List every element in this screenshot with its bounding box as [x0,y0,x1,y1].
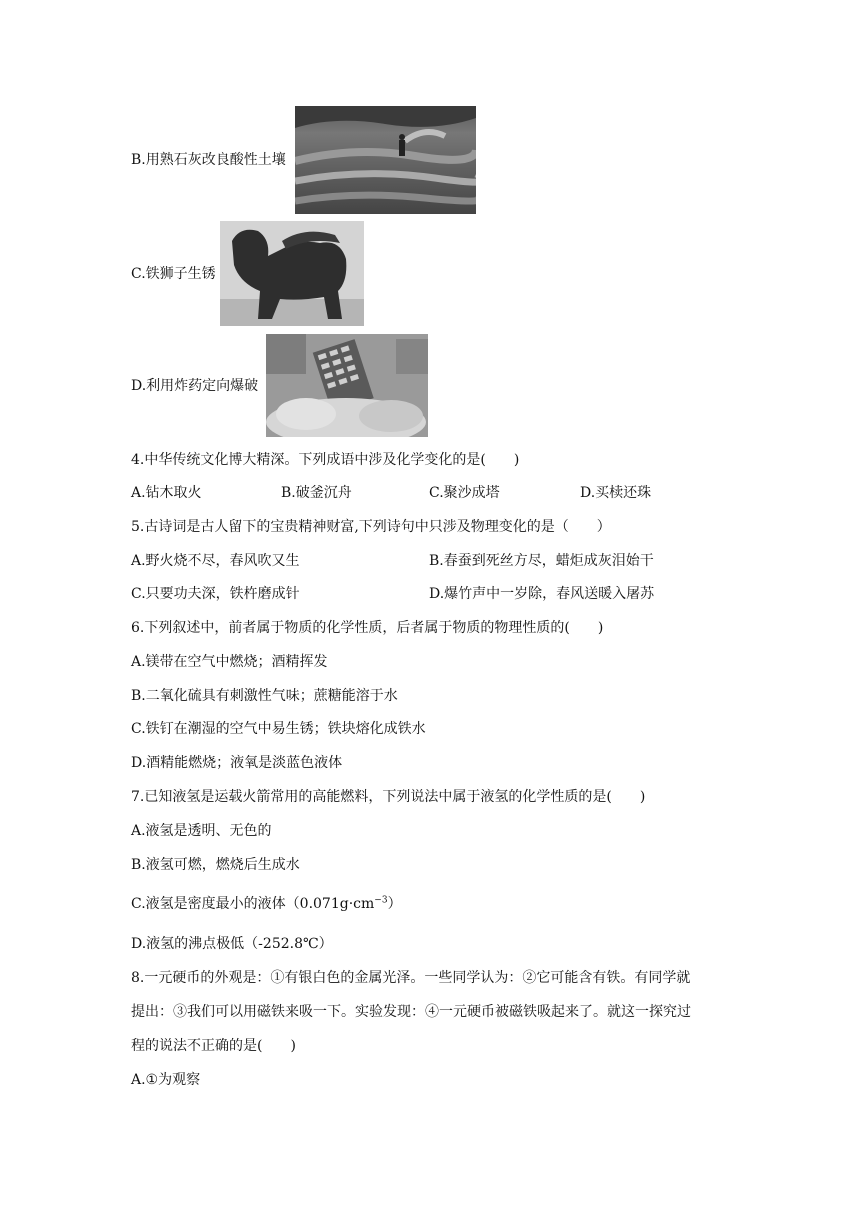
option-6c: C.铁钉在潮湿的空气中易生锈；铁块熔化成铁水 [131,721,426,737]
option-4b: B.破釜沉舟 [281,485,352,501]
option-4c: C.聚沙成塔 [429,485,500,501]
question-4-stem: 4.中华传统文化博大精深。下列成语中涉及化学变化的是( ) [131,452,520,468]
option-7c-close: ） [387,896,402,912]
option-7c [131,894,402,914]
option-3b: B.用熟石灰改良酸性土壤 [131,152,286,168]
question-7-stem: 7.已知液氢是运载火箭常用的高能燃料，下列说法中属于液氢的化学性质的是( ) [131,789,646,805]
option-6d: D.酒精能燃烧；液氧是淡蓝色液体 [131,755,343,771]
question-6-stem: 6.下列叙述中，前者属于物质的化学性质，后者属于物质的物理性质的( ) [131,620,604,636]
option-7d: D.液氢的沸点极低（-252.8℃） [131,936,333,952]
option-6a: A.镁带在空气中燃烧；酒精挥发 [131,654,328,670]
option-5b: B.春蚕到死丝方尽，蜡炬成灰泪始干 [429,553,654,569]
option-7a: A.液氢是透明、无色的 [131,823,272,839]
option-4a: A.钻木取火 [131,485,202,501]
option-5c: C.只要功夫深，铁杵磨成针 [131,586,300,602]
option-5a: A.野火烧不尽，春风吹又生 [131,553,300,569]
option-3d: D.利用炸药定向爆破 [131,378,259,394]
option-4d: D.买椟还珠 [580,485,652,501]
option-3c: C.铁狮子生锈 [131,266,216,282]
question-8-stem-line1: 8.一元硬币的外观是：①有银白色的金属光泽。一些同学认为：②它可能含有铁。有同学就 [131,970,691,986]
question-5-stem: 5.古诗词是古人留下的宝贵精神财富,下列诗句中只涉及物理变化的是（ ） [131,519,611,535]
option-7c-text: C.液氢是密度最小的液体（0.071g·cm [131,896,375,912]
option-6b: B.二氧化硫具有刺激性气味；蔗糖能溶于水 [131,688,398,704]
option-7c-exponent: −3 [374,895,388,906]
soil-liming-photo [295,106,476,214]
question-8-stem-line2: 提出：③我们可以用磁铁来吸一下。实验发现：④一元硬币被磁铁吸起来了。就这一探究过 [131,1004,691,1020]
iron-lion-photo [220,221,364,326]
option-5d: D.爆竹声中一岁除，春风送暖入屠苏 [429,586,655,602]
demolition-photo [266,334,428,437]
option-7b: B.液氢可燃，燃烧后生成水 [131,857,300,873]
question-8-stem-line3: 程的说法不正确的是( ) [131,1038,296,1054]
option-8a: A.①为观察 [131,1072,201,1088]
